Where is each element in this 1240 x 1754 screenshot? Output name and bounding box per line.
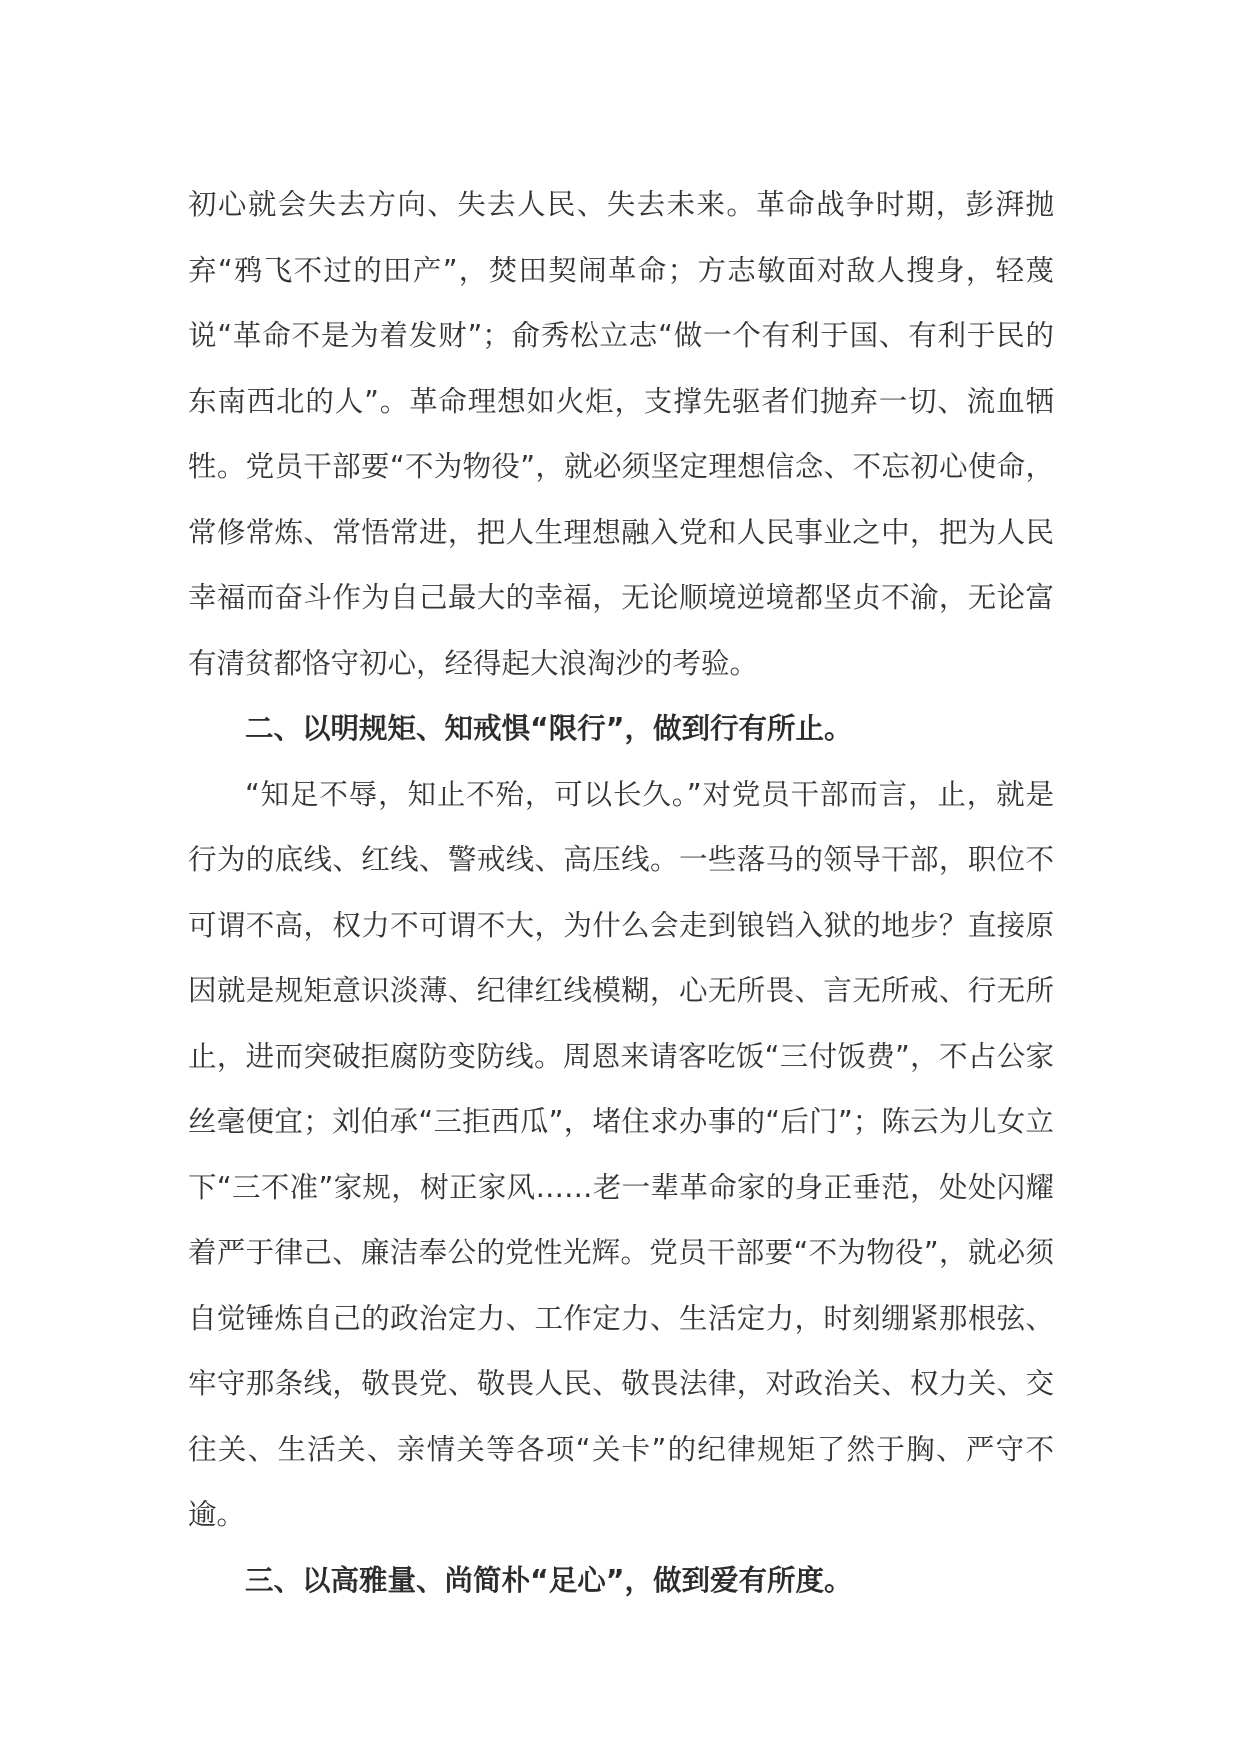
- paragraph-ideals: 初心就会失去方向、失去人民、失去未来。革命战争时期，彭湃抛弃“鸦飞不过的田产”，焚田契闹革命；方志敏面对敌人搜身，轻蔑说“革命不是为着发财”；俞秀松立志“做一个有利于国、有利于民的东南西北的人”。革命理想如火炬，支撑先驱者们抛弃一切、流血牺牲。党员干部要“不为物役”，就必须坚定理想信念、不忘初心使命，常修常炼、常悟常进，把人生理想融入党和人民事业之中，把为人民幸福而奋斗作为自己最大的幸福，无论顺境逆境都坚贞不渝，无论富有清贫都恪守初心，经得起大浪淘沙的考验。: [188, 188, 1054, 680]
- section-heading-2: 二、以明规矩、知戒惧“限行”，做到行有所止。: [245, 712, 853, 745]
- paragraph-discipline: “知足不辱，知止不殆，可以长久。”对党员干部而言，止，就是行为的底线、红线、警戒线、高压线。一些落马的领导干部，职位不可谓不高，权力不可谓不大，为什么会走到锒铛入狱的地步？直接原因就是规矩意识淡薄、纪律红线模糊，心无所畏、言无所戒、行无所止，进而突破拒腐防变防线。周恩来请客吃饭“三付饭费”，不占公家丝毫便宜；刘伯承“三拒西瓜”，堵住求办事的“后门”；陈云为儿女立下“三不准”家规，树正家风……老一辈革命家的身正垂范，处处闪耀着严于律己、廉洁奉公的党性光辉。党员干部要“不为物役”，就必须自觉锤炼自己的政治定力、工作定力、生活定力，时刻绷紧那根弦、牢守那条线，敬畏党、敬畏人民、敬畏法律，对政治关、权力关、交往关、生活关、亲情关等各项“关卡”的纪律规矩了然于胸、严守不逾。: [188, 777, 1054, 1531]
- section-heading-3: 三、以高雅量、尚简朴“足心”，做到爱有所度。: [245, 1563, 853, 1597]
- document-body: [188, 172, 1054, 1613]
